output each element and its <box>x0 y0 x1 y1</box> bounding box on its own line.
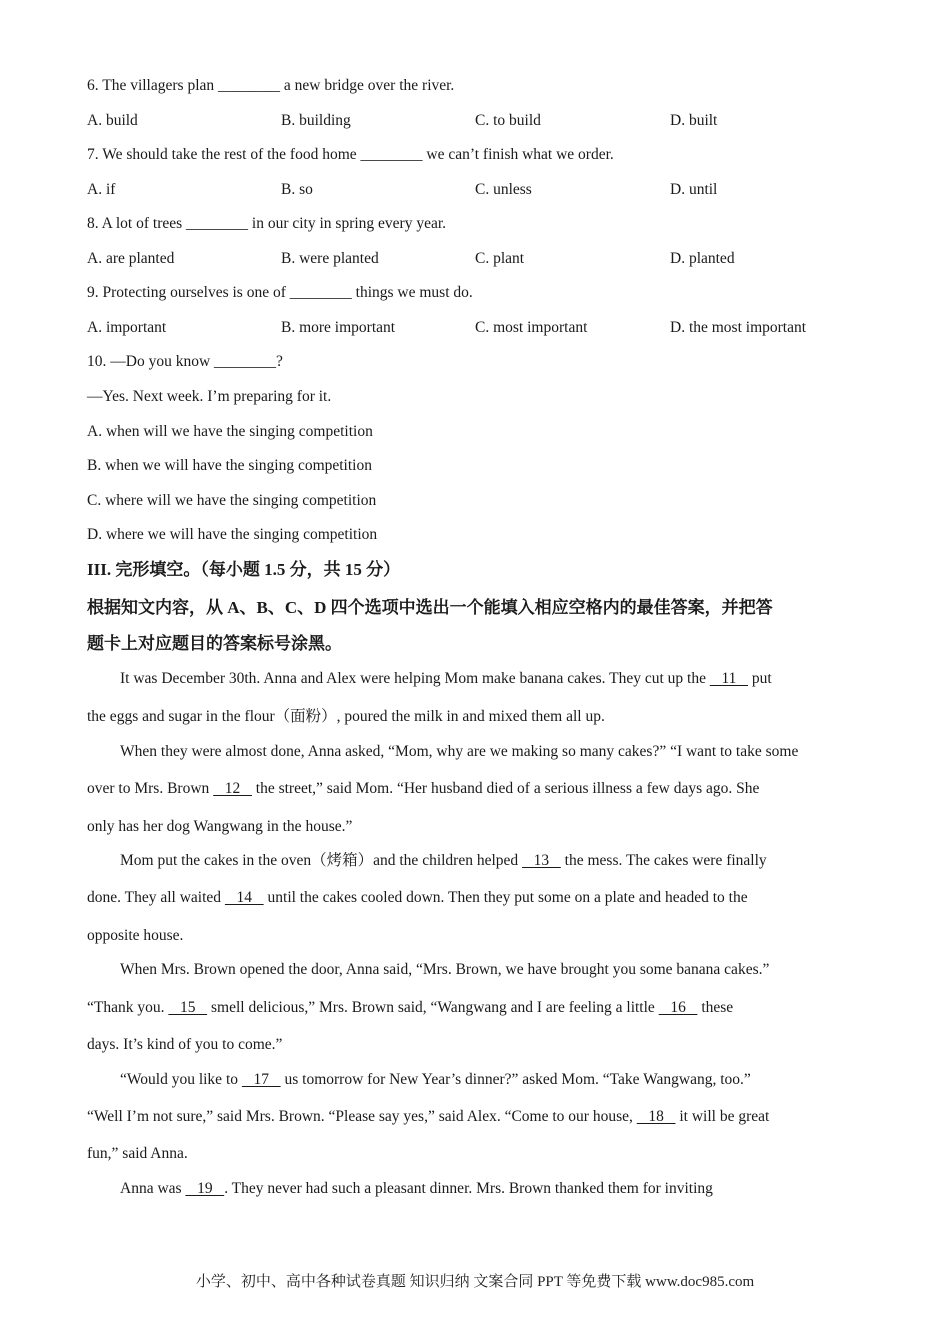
section-3-title: III. 完形填空。（每小题 1.5 分，共 15 分） <box>87 560 401 579</box>
blank-12: 12 <box>213 780 252 797</box>
option-c: C. unless <box>475 181 532 198</box>
passage-line: When Mrs. Brown opened the door, Anna said, “Mrs. Brown, we have brought you some banana cakes.” <box>120 961 770 978</box>
blank-14: 14 <box>224 889 264 906</box>
option-b: B. building <box>281 112 351 129</box>
passage-line: “Would you like to 17 us tomorrow for New Year’s dinner?” asked Mom. “Take Wangwang, too.” <box>120 1071 751 1088</box>
option-b: B. more important <box>281 319 396 336</box>
blank-16: 16 <box>658 999 698 1016</box>
question-10-option-b: B. when we will have the singing competition <box>87 457 372 474</box>
question-6-stem: 6. The villagers plan ________ a new bridge over the river. <box>87 77 455 94</box>
option-b: B. were planted <box>281 250 379 267</box>
passage-line: only has her dog Wangwang in the house.” <box>87 818 353 835</box>
passage-line: done. They all waited 14 until the cakes cooled down. Then they put some on a plate and headed to the <box>87 889 748 906</box>
section-3-instruction-line-2: 题卡上对应题目的答案标号涂黑。 <box>87 634 342 653</box>
page-footer: 小学、初中、高中各种试卷真题 知识归纳 文案合同 PPT 等免费下载 www.doc985.com <box>195 1274 755 1290</box>
option-c: C. plant <box>475 250 525 267</box>
passage-line: fun,” said Anna. <box>87 1145 188 1162</box>
blank-17: 17 <box>241 1071 281 1088</box>
option-d: D. the most important <box>670 319 807 336</box>
question-10-option-c: C. where will we have the singing competition <box>87 492 377 509</box>
option-b: B. so <box>281 181 313 198</box>
question-10-stem: 10. —Do you know ________? <box>87 353 283 370</box>
option-a: A. build <box>87 112 138 129</box>
question-10-option-d: D. where we will have the singing competition <box>87 526 378 543</box>
passage-line: “Thank you. 15 smell delicious,” Mrs. Brown said, “Wangwang and I are feeling a little 16 these <box>87 999 734 1016</box>
passage-line: When they were almost done, Anna asked, “Mom, why are we making so many cakes?” “I want to take some <box>120 743 799 760</box>
passage-line: It was December 30th. Anna and Alex were helping Mom make banana cakes. They cut up the 11 put <box>120 670 772 687</box>
question-8-stem: 8. A lot of trees ________ in our city in spring every year. <box>87 215 447 232</box>
passage-line: Mom put the cakes in the oven（烤箱）and the children helped 13 the mess. The cakes were finally <box>120 852 767 869</box>
blank-11: 11 <box>709 670 749 687</box>
option-a: A. important <box>87 319 167 336</box>
question-9-stem: 9. Protecting ourselves is one of ________ things we must do. <box>87 284 473 301</box>
option-d: D. built <box>670 112 718 129</box>
option-d: D. planted <box>670 250 735 267</box>
option-d: D. until <box>670 181 718 198</box>
passage-line: “Well I’m not sure,” said Mrs. Brown. “Please say yes,” said Alex. “Come to our house, 18 it will be great <box>87 1108 770 1125</box>
option-c: C. most important <box>475 319 588 336</box>
question-10-reply: —Yes. Next week. I’m preparing for it. <box>87 388 332 405</box>
question-7-stem: 7. We should take the rest of the food home ________ we can’t finish what we order. <box>87 146 614 163</box>
question-10-option-a: A. when will we have the singing competition <box>87 423 373 440</box>
passage-line: the eggs and sugar in the flour（面粉）, poured the milk in and mixed them all up. <box>87 708 605 725</box>
passage-line: Anna was 19 . They never had such a pleasant dinner. Mrs. Brown thanked them for inviting <box>120 1180 713 1197</box>
option-c: C. to build <box>475 112 541 129</box>
blank-15: 15 <box>168 999 208 1016</box>
section-3-instruction-line-1: 根据知文内容，从 A、B、C、D 四个选项中选出一个能填入相应空格内的最佳答案，并把答 <box>87 598 773 617</box>
option-a: A. if <box>87 181 116 198</box>
option-a: A. are planted <box>87 250 175 267</box>
passage-line: opposite house. <box>87 927 184 944</box>
blank-13: 13 <box>522 852 561 869</box>
blank-18: 18 <box>636 1108 676 1125</box>
passage-line: over to Mrs. Brown 12 the street,” said Mom. “Her husband died of a serious illness a few days ago. She <box>87 780 760 797</box>
blank-19: 19 <box>185 1180 225 1197</box>
passage-line: days. It’s kind of you to come.” <box>87 1036 283 1053</box>
